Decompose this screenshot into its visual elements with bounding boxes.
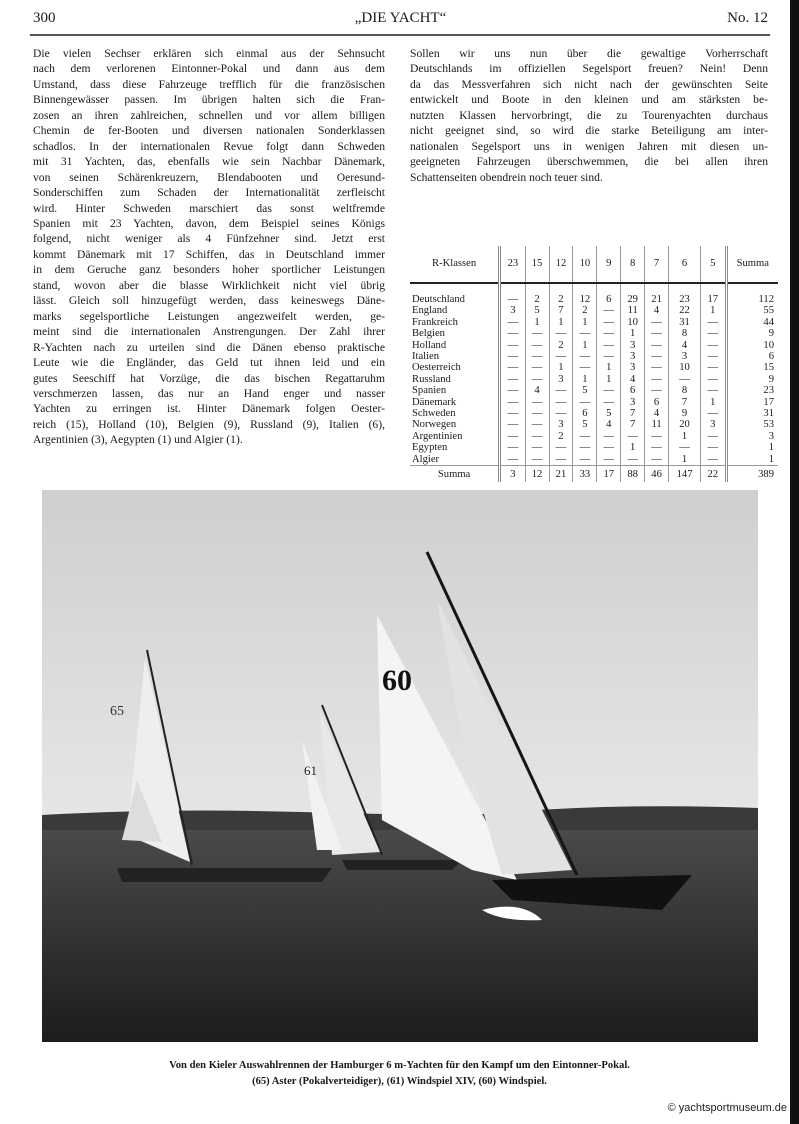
count-cell: —	[500, 374, 525, 385]
count-cell: 112	[726, 283, 778, 305]
page-number: 300	[33, 10, 56, 26]
text-line: nach dem verlorenen Eintonner-Pokal und dann aus dem	[33, 62, 385, 76]
count-cell: 1	[669, 431, 701, 442]
count-cell: 1	[726, 454, 778, 466]
count-cell: —	[597, 442, 621, 453]
text-line: Deutschlands im offiziellen Segelsport freuen? Nein! Denn	[410, 62, 768, 76]
table-row	[410, 362, 778, 373]
country-cell: Oesterreich	[412, 362, 461, 374]
count-cell: —	[525, 454, 549, 466]
count-cell: —	[701, 362, 726, 373]
count-cell: —	[500, 317, 525, 328]
count-cell: —	[669, 374, 701, 385]
count-cell: 55	[726, 305, 778, 316]
caption-line-2: (65) Aster (Pokalverteidiger), (61) Windspiel XIV, (60) Windspiel.	[252, 1076, 547, 1087]
count-cell: —	[500, 340, 525, 351]
count-cell: —	[549, 454, 573, 466]
count-cell: —	[525, 340, 549, 351]
text-line: lässt. Gleich soll hinzugefügt werden, dass keineswegs Däne-	[33, 294, 385, 308]
column-header: 5	[701, 246, 726, 283]
scan-edge	[790, 0, 799, 1124]
count-cell: 3	[701, 419, 726, 430]
text-line: nationalen Segelsport uns in wenigen Jahren mit diesen un-	[410, 139, 768, 153]
count-cell: —	[645, 340, 669, 351]
count-cell: 6	[573, 408, 597, 419]
count-cell: —	[701, 374, 726, 385]
regatta-photo	[42, 490, 758, 1042]
total-cell: 21	[549, 466, 573, 483]
text-line: folgend, nicht weniger als 4 Fünfzehner sind. Jetzt erst	[33, 232, 385, 246]
column-header: 12	[549, 246, 573, 283]
column-header: 10	[573, 246, 597, 283]
count-cell: —	[701, 328, 726, 339]
count-cell: 1	[525, 317, 549, 328]
r-class-table	[410, 246, 778, 482]
count-cell: —	[701, 442, 726, 453]
sail-number: 65	[110, 704, 124, 719]
count-cell: 2	[549, 431, 573, 442]
column-header: 8	[621, 246, 645, 283]
right-column-text	[410, 46, 768, 185]
table-row	[410, 374, 778, 385]
table-row	[410, 328, 778, 339]
count-cell: —	[645, 385, 669, 396]
text-line: Binnengewässer passen. Im übrigen halten sich die Fran-	[33, 93, 385, 107]
text-line: marks segelsportliche Leistungen angezweifelt werden, ge-	[33, 309, 385, 323]
count-cell: 10	[669, 362, 701, 373]
count-cell: 1	[549, 362, 573, 373]
count-cell: 20	[669, 419, 701, 430]
count-cell: —	[645, 328, 669, 339]
count-cell: —	[525, 374, 549, 385]
count-cell: 1	[621, 442, 645, 453]
count-cell: —	[525, 408, 549, 419]
caption-line-1: Von den Kieler Auswahlrennen der Hamburger 6 m-Yachten für den Kampf um den Eintonner-Pokal.	[169, 1060, 630, 1071]
text-line: da das Messverfahren sich nicht nach der gewünschten Seite	[410, 77, 768, 91]
count-cell: 8	[669, 328, 701, 339]
count-cell: 8	[669, 385, 701, 396]
total-cell: 17	[597, 466, 621, 483]
count-cell: —	[549, 397, 573, 408]
count-cell: 10	[621, 317, 645, 328]
count-cell: —	[645, 351, 669, 362]
table-row	[410, 408, 778, 419]
text-line: wird. Hinter Schweden marschiert das sonst weltfremde	[33, 201, 385, 215]
count-cell: 9	[726, 374, 778, 385]
watermark: © yachtsportmuseum.de	[667, 1102, 787, 1114]
text-line: kommt Dänemark mit 17 Schiffen, das in Deutschland immer	[33, 247, 385, 261]
count-cell: —	[525, 328, 549, 339]
total-cell: 389	[726, 466, 778, 483]
count-cell: 3	[500, 305, 525, 316]
count-cell: —	[701, 408, 726, 419]
count-cell: 10	[726, 340, 778, 351]
count-cell: —	[500, 283, 525, 305]
table-row	[410, 442, 778, 453]
text-line: meint sind die internationalen Anstrengungen. Der Zahl ihrer	[33, 325, 385, 339]
text-line: in dem Geruche ganz besonders hoher sportlicher Leistungen	[33, 263, 385, 277]
table-row	[410, 305, 778, 316]
text-line: schadlos. In der internationalen Revue folgt dann Schweden	[33, 139, 385, 153]
count-cell: —	[701, 317, 726, 328]
count-cell: 15	[726, 362, 778, 373]
count-cell: —	[701, 454, 726, 466]
table-row	[410, 397, 778, 408]
text-line: Umstand, dass diese Fahrzeuge trefflich für die französischen	[33, 77, 385, 91]
count-cell: 9	[669, 408, 701, 419]
count-cell: —	[549, 385, 573, 396]
sail-number: 61	[304, 763, 317, 778]
count-cell: —	[573, 328, 597, 339]
count-cell: —	[701, 351, 726, 362]
count-cell: 3	[726, 431, 778, 442]
count-cell: —	[573, 397, 597, 408]
country-cell: England	[412, 305, 448, 317]
count-cell: 1	[597, 374, 621, 385]
count-cell: 22	[669, 305, 701, 316]
count-cell: 7	[621, 419, 645, 430]
total-cell: 147	[669, 466, 701, 483]
column-header: 23	[500, 246, 525, 283]
text-line: stand, wovon aber die blasse Wirklichkeit nicht viel übrig	[33, 278, 385, 292]
country-cell: Schweden	[412, 408, 456, 420]
count-cell: 4	[645, 408, 669, 419]
count-cell: —	[645, 442, 669, 453]
count-cell: —	[701, 385, 726, 396]
count-cell: 6	[621, 385, 645, 396]
count-cell: 3	[549, 374, 573, 385]
count-cell: 4	[669, 340, 701, 351]
count-cell: —	[573, 351, 597, 362]
count-cell: 6	[645, 397, 669, 408]
count-cell: —	[525, 442, 549, 453]
count-cell: 2	[525, 283, 549, 305]
count-cell: 3	[669, 351, 701, 362]
count-cell: 21	[645, 283, 669, 305]
count-cell: —	[597, 317, 621, 328]
total-cell: 33	[573, 466, 597, 483]
count-cell: —	[573, 362, 597, 373]
count-cell: —	[549, 351, 573, 362]
count-cell: —	[597, 351, 621, 362]
count-cell: —	[500, 397, 525, 408]
count-cell: 1	[669, 454, 701, 466]
count-cell: 1	[597, 362, 621, 373]
count-cell: 2	[549, 283, 573, 305]
count-cell: —	[597, 397, 621, 408]
text-line: Die vielen Sechser erklären sich einmal aus der Sehnsucht	[33, 47, 385, 60]
table-row	[410, 454, 778, 466]
text-line: entwickelt und Boote in den kleinen und am stärksten be-	[410, 93, 768, 107]
count-cell: —	[500, 431, 525, 442]
table-header-row	[410, 246, 778, 283]
column-header: 15	[525, 246, 549, 283]
text-line: Chemin de fer-Booten und diversen nationalen Sonderklassen	[33, 124, 385, 138]
table-row	[410, 385, 778, 396]
count-cell: 4	[597, 419, 621, 430]
table-row	[410, 283, 778, 305]
column-header: 7	[645, 246, 669, 283]
text-line: nicht geeignet sind, so wird die starke Beteiligung am inter-	[410, 124, 768, 138]
text-line: Argentinien (3), Aegypten (1) und Algier (1).	[33, 433, 243, 447]
count-cell: —	[500, 408, 525, 419]
country-cell: Dänemark	[412, 396, 457, 408]
total-cell: 12	[525, 466, 549, 483]
table-row	[410, 431, 778, 442]
text-line: Sonderschiffen zum Schaden der Internationalität zerfleischt	[33, 186, 385, 200]
count-cell: —	[549, 408, 573, 419]
total-cell: Summa	[410, 466, 500, 483]
count-cell: 5	[525, 305, 549, 316]
count-cell: 7	[621, 408, 645, 419]
count-cell: 1	[701, 305, 726, 316]
count-cell: 6	[597, 283, 621, 305]
count-cell: 3	[549, 419, 573, 430]
count-cell: 29	[621, 283, 645, 305]
count-cell: 1	[726, 442, 778, 453]
count-cell: 3	[621, 351, 645, 362]
count-cell: 3	[621, 340, 645, 351]
count-cell: —	[573, 431, 597, 442]
count-cell: 31	[726, 408, 778, 419]
count-cell: 4	[645, 305, 669, 316]
text-line: Sollen wir uns nun über die gewaltige Vorherrschaft	[410, 47, 768, 60]
text-line: Schattenseiten obendrein noch teuer sind.	[410, 170, 603, 184]
text-line: mit 31 Yachten, das, ebenfalls wie sein Nachbar Dänemark,	[33, 155, 385, 169]
count-cell: —	[645, 431, 669, 442]
country-cell: Algier	[412, 453, 440, 465]
table-row	[410, 340, 778, 351]
count-cell: 2	[549, 340, 573, 351]
count-cell: 23	[669, 283, 701, 305]
total-row	[410, 466, 778, 483]
count-cell: —	[645, 362, 669, 373]
count-cell: 1	[621, 328, 645, 339]
count-cell: —	[597, 305, 621, 316]
header-rule	[30, 34, 770, 36]
count-cell: 1	[573, 340, 597, 351]
count-cell: 11	[645, 419, 669, 430]
country-cell: Holland	[412, 339, 447, 351]
column-header: 6	[669, 246, 701, 283]
count-cell: 1	[573, 374, 597, 385]
count-cell: —	[597, 385, 621, 396]
count-cell: —	[525, 419, 549, 430]
count-cell: 11	[621, 305, 645, 316]
column-header: Summa	[726, 246, 778, 283]
country-cell: Italien	[412, 351, 440, 363]
country-cell: Egypten	[412, 442, 448, 454]
column-header: R-Klassen	[410, 246, 500, 283]
count-cell: —	[573, 454, 597, 466]
country-cell: Spanien	[412, 385, 447, 397]
count-cell: —	[549, 442, 573, 453]
text-line: Spanien mit 23 Yachten, davon, dem Beispiel seines Königs	[33, 216, 385, 230]
country-cell: Russland	[412, 373, 451, 385]
count-cell: 5	[573, 385, 597, 396]
count-cell: 4	[525, 385, 549, 396]
table-row	[410, 419, 778, 430]
count-cell: 7	[549, 305, 573, 316]
count-cell: 53	[726, 419, 778, 430]
text-line: R-Yachten nach zu urteilen sind die Dänen ebenso praktische	[33, 340, 385, 354]
total-cell: 3	[500, 466, 525, 483]
running-header	[33, 10, 768, 32]
left-column-text	[33, 46, 385, 448]
count-cell: 1	[701, 397, 726, 408]
count-cell: —	[525, 397, 549, 408]
count-cell: 9	[726, 328, 778, 339]
table-row	[410, 317, 778, 328]
count-cell: —	[525, 431, 549, 442]
count-cell: 12	[573, 283, 597, 305]
count-cell: —	[597, 340, 621, 351]
count-cell: —	[701, 431, 726, 442]
count-cell: 5	[597, 408, 621, 419]
total-cell: 22	[701, 466, 726, 483]
count-cell: —	[669, 442, 701, 453]
text-line: von seinen Schärenkreuzern, Blendabooten und Oeresund-	[33, 170, 385, 184]
total-cell: 46	[645, 466, 669, 483]
count-cell: 17	[726, 397, 778, 408]
count-cell: —	[500, 362, 525, 373]
count-cell: 23	[726, 385, 778, 396]
count-cell: 2	[573, 305, 597, 316]
country-cell: Argentinien	[412, 430, 463, 442]
count-cell: —	[645, 454, 669, 466]
count-cell: —	[573, 442, 597, 453]
count-cell: 44	[726, 317, 778, 328]
text-line: geeigneten Fahrzeugen überschwemmen, die bei allen ihren	[410, 155, 768, 169]
count-cell: —	[645, 374, 669, 385]
count-cell: —	[621, 431, 645, 442]
table-row	[410, 351, 778, 362]
count-cell: —	[597, 454, 621, 466]
count-cell: —	[500, 442, 525, 453]
count-cell: —	[500, 328, 525, 339]
count-cell: 3	[621, 397, 645, 408]
total-cell: 88	[621, 466, 645, 483]
count-cell: 3	[621, 362, 645, 373]
country-cell: Norwegen	[412, 419, 457, 431]
text-line: zosen an ihren zahlreichen, schnellen und vor allem billigen	[33, 108, 385, 122]
country-cell: Deutschland	[412, 294, 465, 305]
issue-number: No. 12	[727, 10, 768, 26]
journal-title: „DIE YACHT“	[354, 10, 447, 26]
count-cell: 1	[549, 317, 573, 328]
count-cell: —	[525, 351, 549, 362]
count-cell: —	[701, 340, 726, 351]
text-line: gutes Seeschiff hat Vorzüge, die das bischen Regattaruhm	[33, 371, 385, 385]
count-cell: —	[500, 419, 525, 430]
text-line: Leute wie die Engländer, das Geld tut ihnen leid und ein	[33, 356, 385, 370]
count-cell: —	[500, 454, 525, 466]
count-cell: 7	[669, 397, 701, 408]
count-cell: 1	[573, 317, 597, 328]
count-cell: 17	[701, 283, 726, 305]
count-cell: 6	[726, 351, 778, 362]
count-cell: 5	[573, 419, 597, 430]
text-line: verschmerzen lassen, das nur an Hand enger und nasser	[33, 386, 385, 400]
text-line: nutzten Klassen hervorbringt, die zu Tourenyachten durchaus	[410, 108, 768, 122]
sail-number: 60	[382, 664, 412, 697]
count-cell: 4	[621, 374, 645, 385]
count-cell: —	[597, 328, 621, 339]
count-cell: —	[500, 351, 525, 362]
count-cell: —	[525, 362, 549, 373]
count-cell: —	[645, 317, 669, 328]
text-line: reich (15), Holland (10), Belgien (9), Russland (9), Italien (6),	[33, 417, 385, 431]
count-cell: 31	[669, 317, 701, 328]
count-cell: —	[597, 431, 621, 442]
country-cell: Frankreich	[412, 316, 458, 328]
count-cell: —	[500, 385, 525, 396]
count-cell: —	[549, 328, 573, 339]
count-cell: —	[621, 454, 645, 466]
country-cell: Belgien	[412, 328, 445, 340]
column-header: 9	[597, 246, 621, 283]
text-line: Yachten zu erringen ist. Hinter Dänemark folgen Oester-	[33, 402, 385, 416]
